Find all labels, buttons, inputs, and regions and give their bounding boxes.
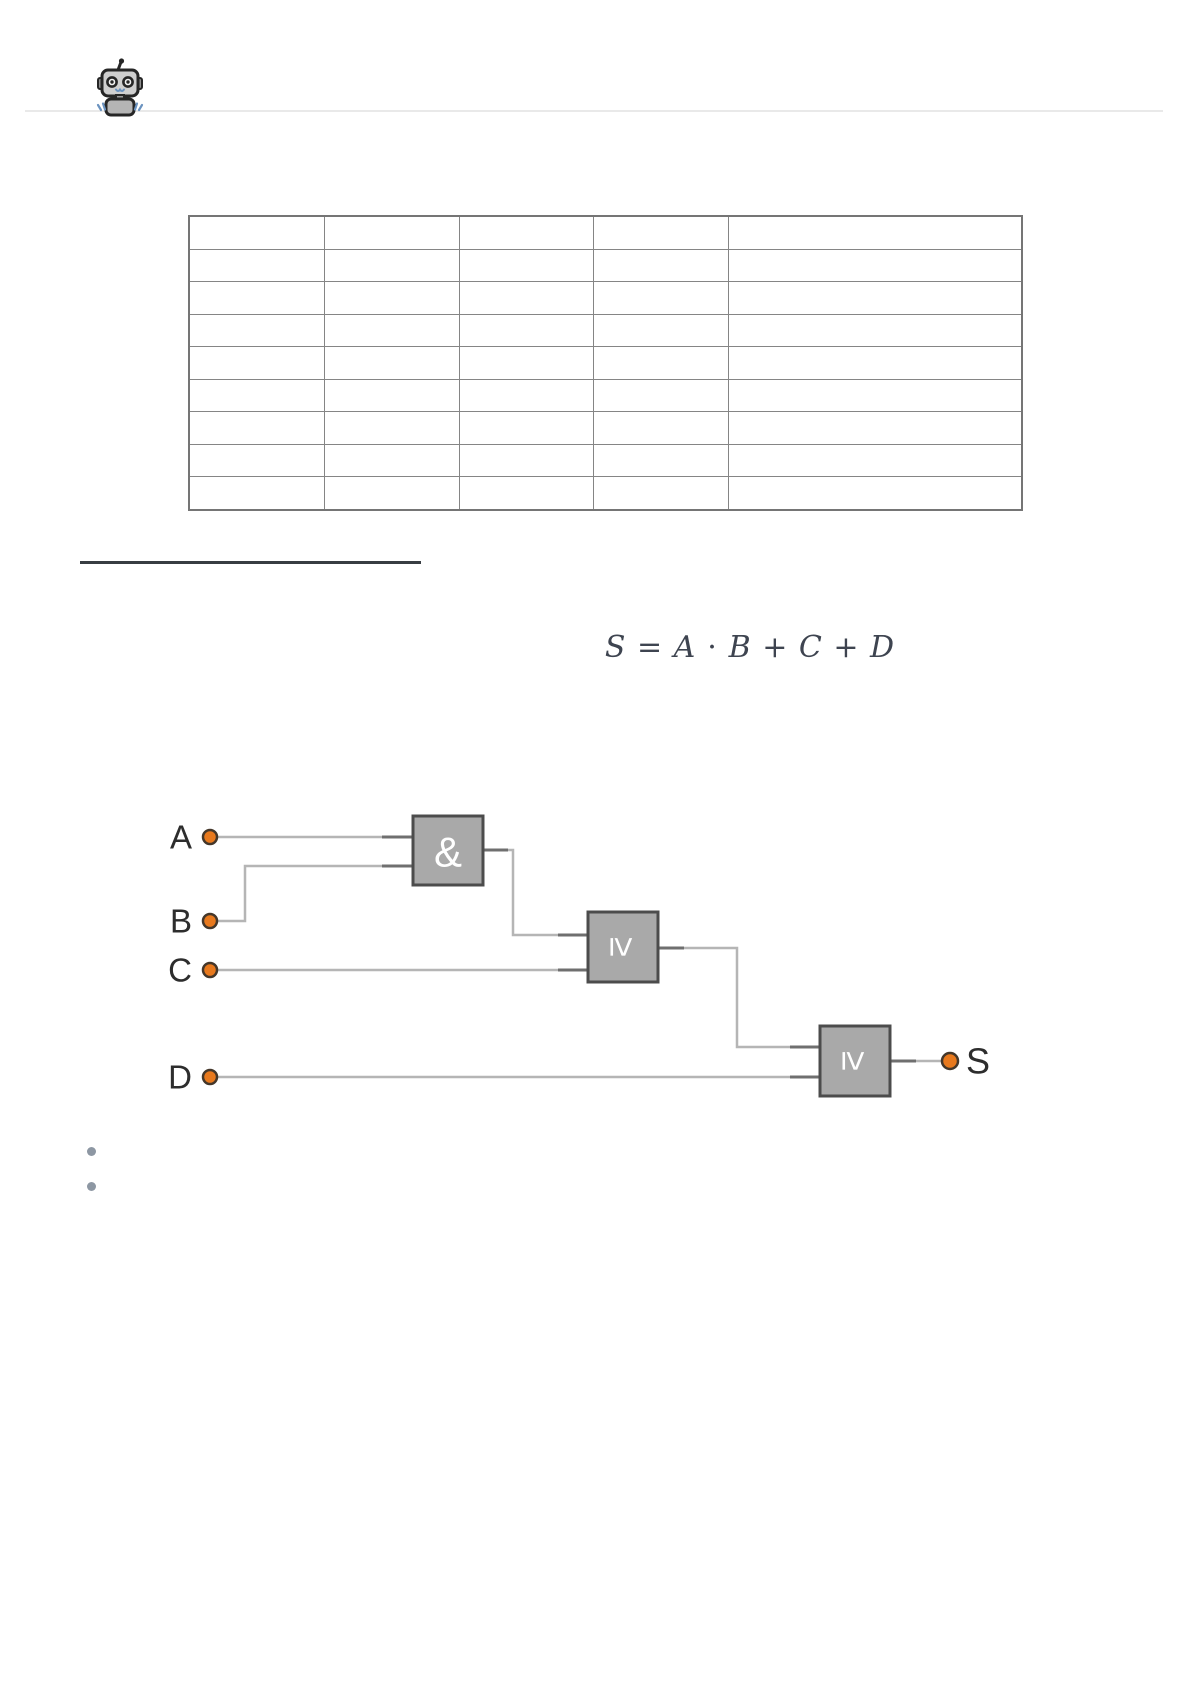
- input-label-d: D: [168, 1058, 192, 1096]
- input-label-a: A: [169, 818, 192, 856]
- output-label-s: S: [966, 1040, 991, 1082]
- input-node-b: [203, 914, 217, 928]
- wire-and-to-or1: [483, 850, 588, 935]
- bullet-point: [87, 1182, 96, 1191]
- and-gate-symbol: &: [433, 828, 463, 876]
- gates: [413, 816, 890, 1096]
- formula: S = A ⋅ B + C + D: [604, 630, 896, 665]
- input-label-b: B: [169, 902, 192, 940]
- wire-b: [218, 866, 413, 921]
- input-labels: [168, 819, 192, 1096]
- output-node-s: [942, 1053, 958, 1069]
- input-label-c: C: [168, 951, 192, 989]
- bullet-point: [87, 1147, 96, 1156]
- or-gate-1-symbol: ≥: [602, 937, 644, 957]
- wire-or1-to-or2: [658, 948, 820, 1047]
- input-node-a: [203, 830, 217, 844]
- input-node-d: [203, 1070, 217, 1084]
- or-gate-2-symbol: ≥: [834, 1051, 876, 1071]
- input-node-c: [203, 963, 217, 977]
